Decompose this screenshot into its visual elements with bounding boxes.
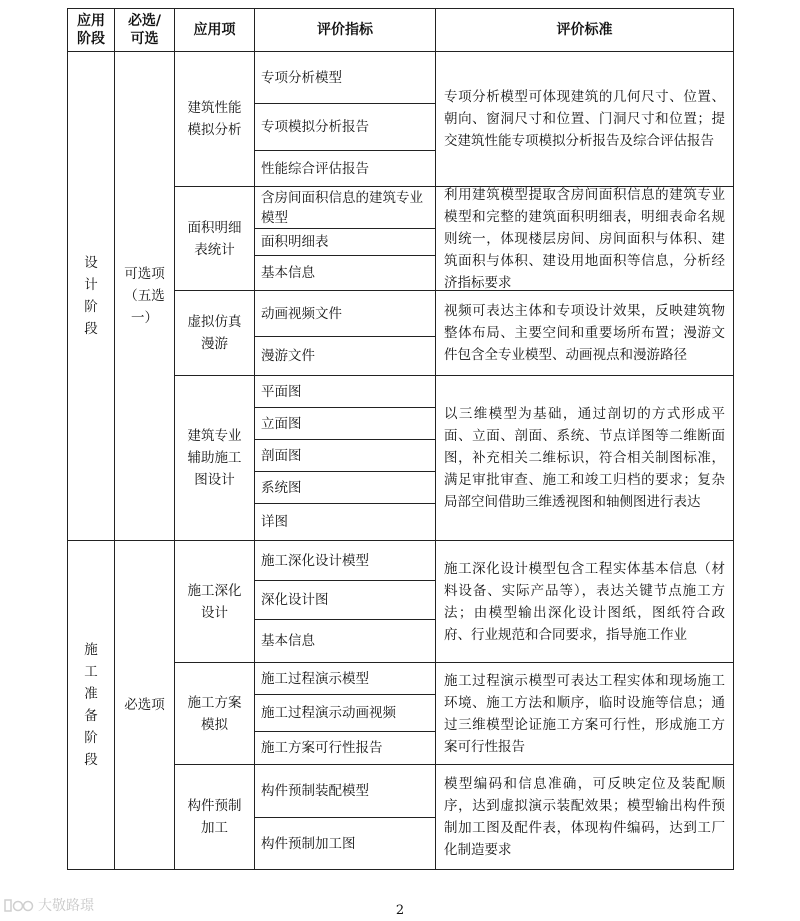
standard-1: 利用建筑模型提取含房间面积信息的建筑专业模型和完整的建筑面积明细表，明细表命名规则统一，体现楼层房间、房间面积与体积、建筑面积与体积、建设用地面积等信息，分析经济指标要求 [444,186,725,291]
indicator-4-2: 基本信息 [261,633,315,649]
standard-3: 以三维模型为基础，通过剖切的方式形成平面、立面、剖面、系统、节点详图等二维断面图，补充相关二维标识，符合相关制图标准，满足审批审查、施工和竣工归档的要求；复杂局部空间借助三维透视图和轴侧图进行表达 [444,406,725,510]
header-standard: 评价标准 [556,22,613,38]
item-deepening-design: 施工深化设计 [187,582,242,621]
indicator-4-0: 施工深化设计模型 [261,552,369,569]
indicator-3-0: 平面图 [261,383,302,400]
item-area-schedule: 面积明细表统计 [187,219,242,258]
indicator-3-2: 剖面图 [261,447,302,464]
standard-2: 视频可表达主体和专项设计效果，反映建筑物整体布局、主要空间和重要场所布置；漫游文件包含全专业模型、动画视点和漫游路径 [444,303,725,363]
header-stage: 应用阶段 [77,13,105,47]
indicator-5-0: 施工过程演示模型 [261,670,369,687]
watermark-icon [4,897,34,913]
indicator-5-1: 施工过程演示动画视频 [261,705,396,721]
page-number: 2 [395,903,405,918]
item-construction-simulation: 施工方案模拟 [187,694,242,733]
header-item: 应用项 [193,22,236,38]
indicator-4-1: 深化设计图 [261,592,329,608]
indicator-6-1: 构件预制加工图 [261,835,356,852]
watermark-text: 大敬路璟 [38,898,94,914]
standard-0: 专项分析模型可体现建筑的几何尺寸、位置、朝向、窗洞尺寸和位置、门洞尺寸和位置；提交建筑性能专项模拟分析报告及综合评估报告 [444,89,725,149]
standard-5: 施工过程演示模型可表达工程实体和现场施工环境、施工方法和顺序，临时设施等信息；通过三维模型论证施工方案可行性，形成施工方案可行性报告 [444,672,725,755]
stage-design: 设计阶段 [84,255,98,337]
stage-construction-prep: 施工准备阶段 [84,642,98,768]
watermark-logo [4,893,144,917]
item-performance-simulation: 建筑性能模拟分析 [187,100,242,138]
indicator-0-0: 专项分析模型 [261,69,342,86]
indicator-5-2: 施工方案可行性报告 [261,740,383,756]
indicator-3-3: 系统图 [261,479,302,496]
requirement-optional: 可选项（五选一） [124,266,165,326]
item-construction-drawing: 建筑专业辅助施工图设计 [187,428,242,488]
indicator-0-1: 专项模拟分析报告 [261,119,369,135]
header-required: 必选/可选 [127,13,162,47]
header-indicator: 评价指标 [317,22,373,38]
item-prefab-processing: 构件预制加工 [187,798,242,836]
indicator-1-0: 含房间面积信息的建筑专业模型 [261,189,423,226]
standard-4: 施工深化设计模型包含工程实体基本信息（材料设备、实际产品等），表达关键节点施工方法；由模型输出深化设计图纸，图纸符合政府、行业规范和合同要求，指导施工作业 [444,560,725,643]
standard-6: 模型编码和信息准确，可反映定位及装配顺序，达到虚拟演示装配效果；模型输出构件预制加工图及配件表，体现构件编码，达到工厂化制造要求 [444,776,725,858]
indicator-1-2: 基本信息 [261,265,315,281]
item-virtual-walkthrough: 虚拟仿真漫游 [187,314,242,352]
indicator-6-0: 构件预制装配模型 [261,783,369,799]
indicator-2-1: 漫游文件 [261,348,315,364]
indicator-3-1: 立面图 [261,415,302,432]
requirement-mandatory: 必选项 [124,697,165,713]
indicator-2-0: 动画视频文件 [261,305,342,322]
indicator-0-2: 性能综合评估报告 [261,160,369,177]
indicator-1-1: 面积明细表 [261,234,329,250]
indicator-3-4: 详图 [261,514,288,530]
